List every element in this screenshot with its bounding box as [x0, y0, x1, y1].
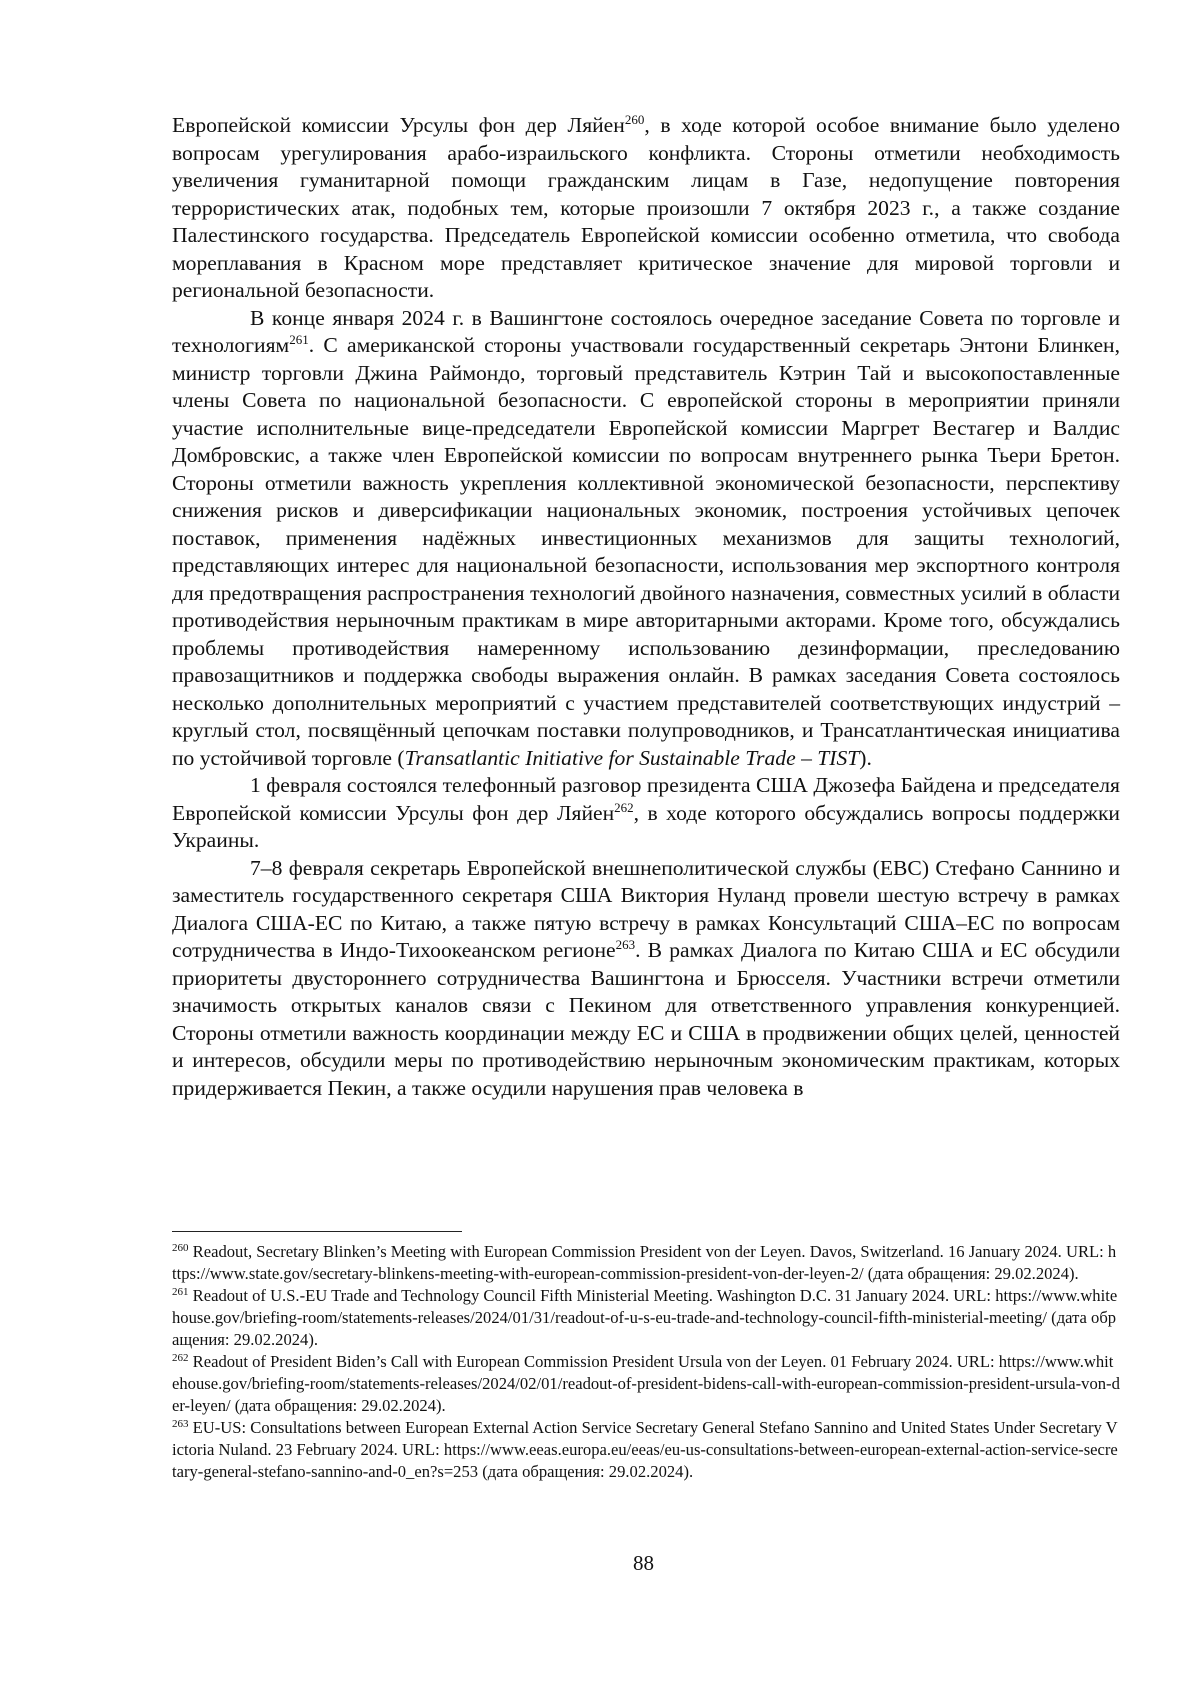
italic-term: Transatlantic Initiative for Sustainable Trade – TIST — [404, 745, 860, 770]
footnote-260 — [172, 1241, 1120, 1285]
footnote-number: 262 — [172, 1352, 189, 1364]
paragraph-text: , в ходе которой особое внимание было уделено вопросам урегулирования арабо-израильского конфликта. Стороны отметили необходимость увеличения гуманитарной помощи гражданским лицам в Газе, недопущение повторения террористических атак, подобных тем, которые произошли 7 октября 2023 г., а также создание Палестинского государства. Председатель Европейской комиссии особенно отметила, что свобода мореплавания в Красном море представляет критическое значение для мировой торговли и региональной безопасности. — [172, 113, 1120, 302]
footnote-text: Readout, Secretary Blinken’s Meeting with European Commission President von der Leyen. Davos, Switzerland. 16 January 2024. URL: https://www.state.gov/secretary-blinkens-meeting-with-european-commission-president-von-der-leyen-2/ (дата обращения: 29.02.2024). — [172, 1242, 1117, 1283]
paragraph-text: . В рамках Диалога по Китаю США и ЕС обсудили приоритеты двустороннего сотрудничества Вашингтона и Брюсселя. Участники встречи отметили значимость открытых каналов связи с Пекином для ответственного управления конкуренцией. Стороны отметили важность координации между ЕС и США в продвижении общих целей, ценностей и интересов, обсудили меры по противодействию нерыночным экономическим практикам, которых придерживается Пекин, а также осудили нарушения прав человека в — [172, 938, 1120, 1100]
paragraph-text: . С американской стороны участвовали государственный секретарь Энтони Блинкен, министр торговли Джина Раймондо, торговый представитель Кэтрин Тай и высокопоставленные члены Совета по национальной безопасности. С европейской стороны в мероприятии приняли участие исполнительные вице-председатели Европейской комиссии Маргрет Вестагер и Валдис Домбровскис, а также член Европейской комиссии по вопросам внутреннего рынка Тьери Бретон. Стороны отметили важность укрепления коллективной экономической безопасности, перспективу снижения рисков и диверсификации национальных экономик, построения устойчивых цепочек поставок, применения надёжных инвестиционных механизмов для защиты технологий, представляющих интерес для национальной безопасности, использования мер экспортного контроля для предотвращения распространения технологий двойного назначения, совместных усилий в области противодействия нерыночным практикам в мире авторитарными акторами. Кроме того, обсуждались проблемы противодействия намеренному использованию дезинформации, преследованию правозащитников и поддержка свободы выражения онлайн. В рамках заседания Совета состоялось несколько дополнительных мероприятий с участием представителей соответствующих индустрий – круглый стол, посвящённый цепочкам поставки полупроводников, и Трансатлантическая инициатива по устойчивой торговле ( — [172, 333, 1120, 770]
footnote-number: 263 — [172, 1418, 189, 1430]
footnote-number: 261 — [172, 1286, 189, 1298]
page-number: 88 — [633, 1551, 654, 1575]
footnote-ref-261[interactable]: 261 — [289, 332, 309, 347]
footnote-number: 260 — [172, 1242, 189, 1254]
paragraph-text: ). — [859, 745, 872, 770]
footnote-261 — [172, 1285, 1120, 1351]
footnote-262 — [172, 1351, 1120, 1417]
paragraph-text: 1 февраля состоялся телефонный разговор президента США Джозефа Байдена и председателя Европейской комиссии Урсулы фон дер Ляйен — [172, 773, 1120, 825]
paragraph-4 — [172, 855, 1120, 1103]
paragraph-text: Европейской комиссии Урсулы фон дер Ляйен — [172, 113, 625, 137]
paragraph-3 — [172, 772, 1120, 855]
paragraph-text: В конце января 2024 г. в Вашингтоне состоялось очередное заседание Совета по торговле и технологиям — [172, 305, 1120, 357]
footnote-ref-263[interactable]: 263 — [615, 937, 636, 952]
footnote-ref-260[interactable]: 260 — [624, 112, 645, 127]
paragraph-text: 7–8 февраля секретарь Европейской внешнеполитической службы (ЕВС) Стефано Саннино и заместитель государственного секретаря США Виктория Нуланд провели шестую встречу в рамках Диалога США-ЕС по Китаю, а также пятую встречу в рамках Консультаций США–ЕС по вопросам сотрудничества в Индо-Тихоокеанском регионе — [172, 855, 1120, 962]
paragraph-text: , в ходе которого обсуждались вопросы поддержки Украины. — [172, 800, 1120, 852]
paragraph-2 — [172, 305, 1120, 773]
footnotes — [172, 1241, 1120, 1483]
footnote-ref-262[interactable]: 262 — [614, 799, 634, 815]
footnote-text: EU-US: Consultations between European External Action Service Secretary General Stefano Sannino and United States Under Secretary Victoria Nuland. 23 February 2024. URL: https://www.eeas.europa.eu/eeas/eu-us-consultations-between-european-external-action-service-secretary-general-stefano-sannino-and-0_en?s=253 (дата обращения: 29.02.2024). — [172, 1418, 1118, 1481]
footnote-text: Readout of U.S.-EU Trade and Technology Council Fifth Ministerial Meeting. Washington D.C. 31 January 2024. URL: https://www.whitehouse.gov/briefing-room/statements-releases/2024/01/31/readout-of-u-s-eu-trade-and-technology-council-fifth-ministerial-meeting/ (дата обращения: 29.02.2024). — [172, 1286, 1118, 1349]
footnote-divider — [172, 1231, 462, 1232]
paragraph-1 — [172, 112, 1120, 305]
footnote-263 — [172, 1417, 1120, 1483]
body-text — [172, 112, 1120, 1102]
footnote-text: Readout of President Biden’s Call with European Commission President Ursula von der Leyen. 01 February 2024. URL: https://www.whitehouse.gov/briefing-room/statements-releases/2024/02/01/readout-of-president-bidens-call-with-european-commission-president-ursula-von-der-leyen/ (дата обращения: 29.02.2024). — [172, 1352, 1120, 1415]
